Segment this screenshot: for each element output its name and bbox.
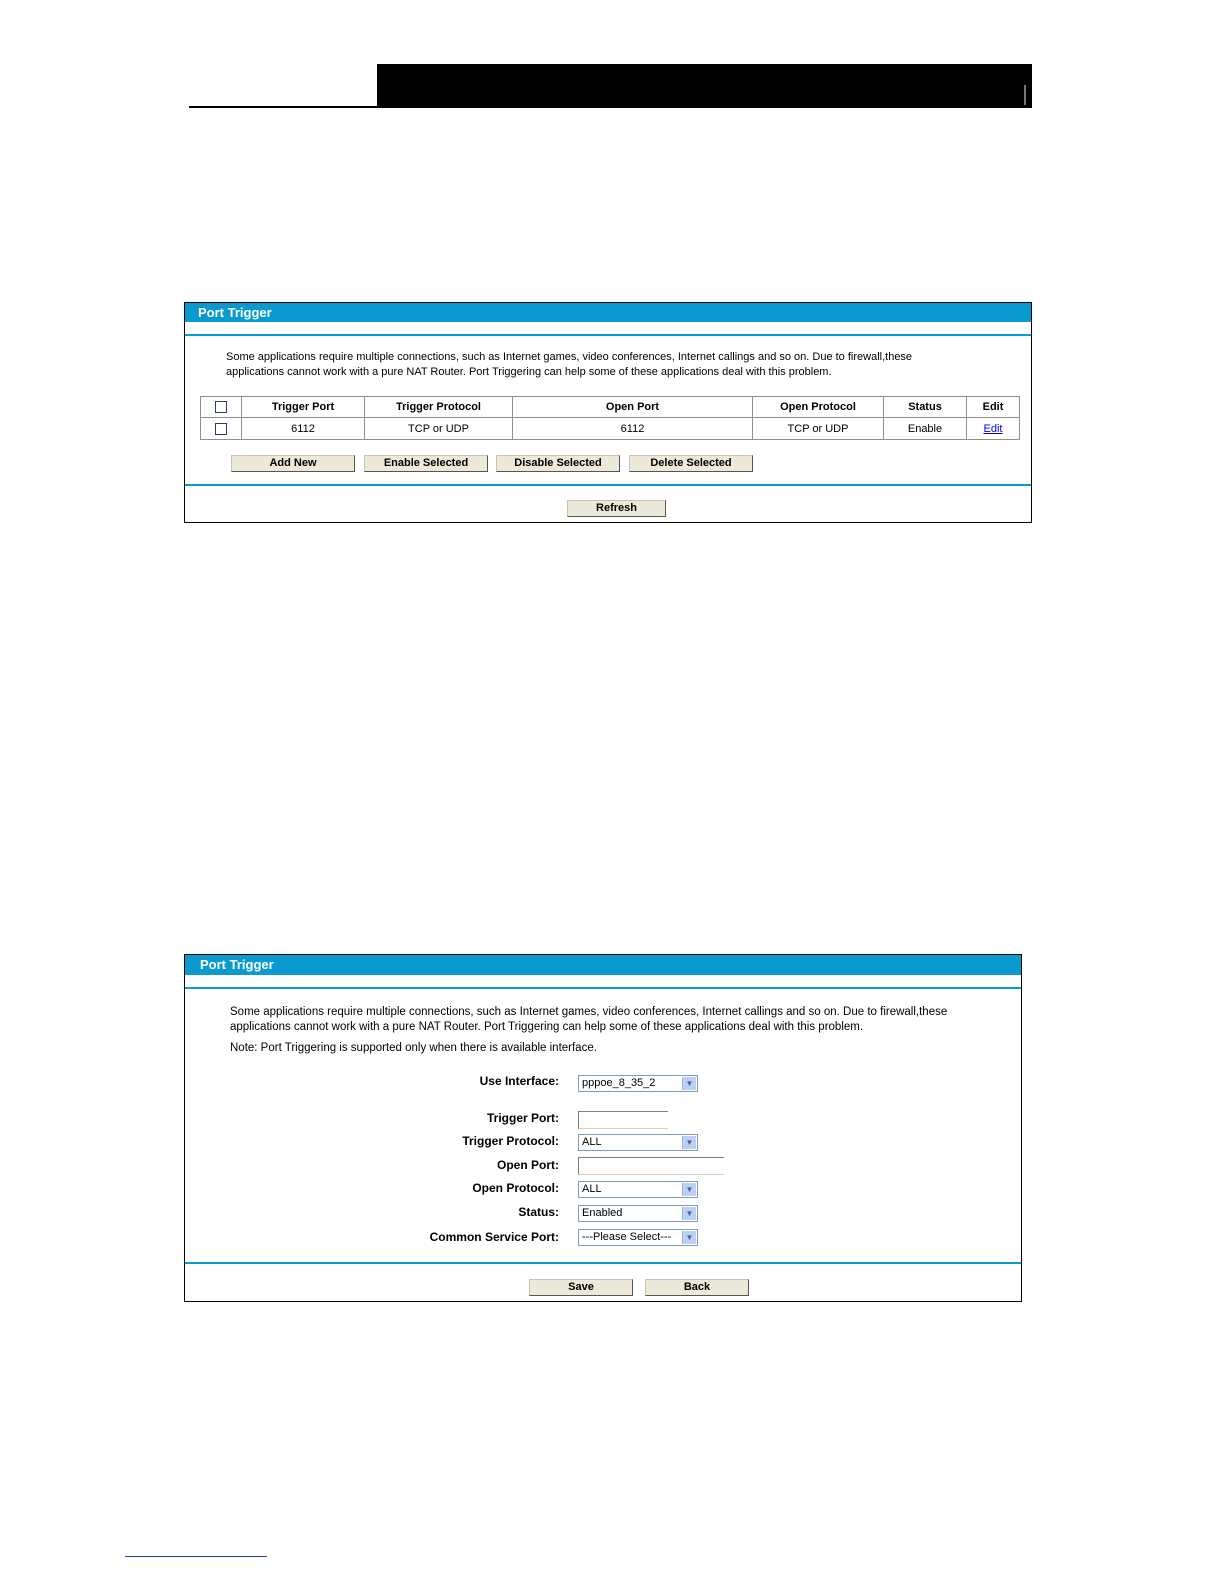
description-line-2: applications cannot work with a pure NAT Router. Port Triggering can help some of these applications deal with this problem.: [226, 366, 832, 378]
chevron-down-icon: ▼: [682, 1077, 696, 1090]
header-bar: [377, 64, 1032, 108]
cell-open-port: 6112: [513, 418, 753, 440]
open-port-input[interactable]: [578, 1157, 724, 1175]
trigger-port-input[interactable]: [578, 1111, 668, 1129]
enable-selected-button[interactable]: Enable Selected: [364, 455, 488, 472]
port-trigger-list-panel: [184, 302, 1032, 523]
status-label: Status:: [518, 1205, 559, 1219]
select-all-cell: [201, 397, 242, 418]
add-new-button[interactable]: Add New: [231, 455, 355, 472]
cell-edit: [967, 418, 1020, 440]
panel-rule-top: [185, 987, 1021, 989]
chevron-down-icon: ▼: [682, 1231, 696, 1244]
common-service-port-label: Common Service Port:: [429, 1230, 559, 1244]
panel-title: Port Trigger: [185, 303, 1031, 322]
edit-link[interactable]: Edit: [983, 422, 1003, 435]
footer-link-underline: [125, 1556, 267, 1557]
delete-selected-button[interactable]: Delete Selected: [629, 455, 753, 472]
chevron-down-icon: ▼: [682, 1207, 696, 1220]
description-line-1: Some applications require multiple connections, such as Internet games, video conferences, Internet callings and so on. Due to firewall,these: [226, 351, 913, 363]
common-service-port-select[interactable]: [578, 1229, 698, 1246]
panel-rule-top: [185, 334, 1031, 336]
col-open-port: Open Port: [513, 397, 753, 418]
chevron-down-icon: ▼: [682, 1136, 696, 1149]
save-button[interactable]: Save: [529, 1279, 633, 1296]
disable-selected-button[interactable]: Disable Selected: [496, 455, 620, 472]
open-port-label: Open Port:: [497, 1158, 559, 1172]
cell-trigger-port: 6112: [242, 418, 365, 440]
status-select[interactable]: [578, 1205, 698, 1222]
open-protocol-label: Open Protocol:: [472, 1181, 559, 1195]
trigger-protocol-select[interactable]: [578, 1134, 698, 1151]
common-service-port-value: ---Please Select---: [582, 1231, 672, 1243]
port-trigger-table: [200, 396, 1020, 440]
row-checkbox[interactable]: [215, 423, 227, 435]
trigger-port-label: Trigger Port:: [486, 1111, 559, 1125]
open-protocol-select[interactable]: [578, 1181, 698, 1198]
status-value: Enabled: [582, 1207, 623, 1219]
cell-open-protocol: TCP or UDP: [753, 418, 884, 440]
back-button[interactable]: Back: [645, 1279, 749, 1296]
row-select-cell: [201, 418, 242, 440]
trigger-protocol-label: Trigger Protocol:: [462, 1134, 559, 1148]
panel-rule-bottom: [185, 1262, 1021, 1264]
col-trigger-protocol: Trigger Protocol: [365, 397, 513, 418]
col-edit: Edit: [967, 397, 1020, 418]
col-status: Status: [884, 397, 967, 418]
description-line-2: applications cannot work with a pure NAT Router. Port Triggering can help some of these applications deal with this problem.: [230, 1021, 864, 1033]
header-rule: [189, 106, 378, 108]
trigger-protocol-value: ALL: [582, 1136, 602, 1148]
select-all-checkbox[interactable]: [215, 401, 227, 413]
col-open-protocol: Open Protocol: [753, 397, 884, 418]
use-interface-select[interactable]: [578, 1075, 698, 1092]
note-text: Note: Port Triggering is supported only when there is available interface.: [230, 1042, 597, 1054]
description: [230, 1005, 947, 1035]
use-interface-value: pppoe_8_35_2: [582, 1077, 656, 1089]
col-trigger-port: Trigger Port: [242, 397, 365, 418]
panel-title: Port Trigger: [185, 955, 1021, 975]
open-protocol-value: ALL: [582, 1183, 602, 1195]
description-line-1: Some applications require multiple connections, such as Internet games, video conferences, Internet callings and so on. Due to firewall,these: [230, 1006, 948, 1018]
chevron-down-icon: ▼: [682, 1183, 696, 1196]
table-row: [201, 418, 1020, 440]
header-tick: [1024, 85, 1026, 105]
description: [226, 350, 912, 380]
cell-status: Enable: [884, 418, 967, 440]
use-interface-label: Use Interface:: [479, 1074, 559, 1088]
port-trigger-form-panel: [184, 954, 1022, 1302]
panel-rule-bottom: [185, 484, 1031, 486]
table-header-row: [201, 397, 1020, 418]
cell-trigger-protocol: TCP or UDP: [365, 418, 513, 440]
refresh-button[interactable]: Refresh: [567, 500, 666, 517]
